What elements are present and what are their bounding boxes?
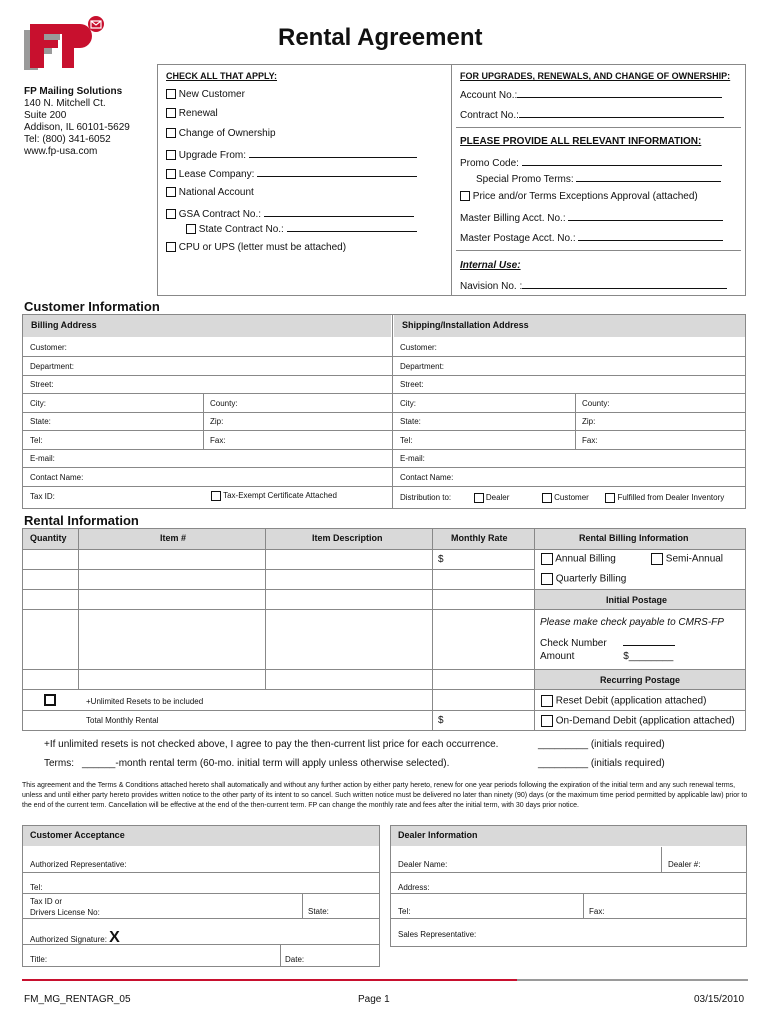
reset-debit-label: Reset Debit (application attached) bbox=[555, 695, 707, 707]
shipping-zip-label: Zip: bbox=[582, 417, 596, 426]
company-logo bbox=[22, 14, 112, 74]
renewal-option[interactable] bbox=[166, 108, 218, 119]
company-address bbox=[24, 86, 130, 158]
acceptance-state-label: State: bbox=[308, 907, 329, 916]
recurring-postage-header: Recurring Postage bbox=[600, 675, 681, 685]
acceptance-date-label: Date: bbox=[285, 955, 305, 964]
dealer-info-header bbox=[391, 826, 746, 846]
upgrade-from-checkbox[interactable] bbox=[166, 150, 176, 160]
on-demand-label: On-Demand Debit (application attached) bbox=[555, 715, 735, 727]
fulfilled-label: Fulfilled from Dealer Inventory bbox=[617, 493, 725, 503]
navision-label: Navision No. : bbox=[460, 281, 523, 292]
master-postage-label: Master Postage Acct. No.: bbox=[460, 233, 576, 244]
lease-company-label: Lease Company: bbox=[178, 169, 255, 180]
amount-field[interactable]: $________ bbox=[623, 651, 674, 662]
promo-code-row bbox=[460, 156, 722, 169]
rate-dollar: $ bbox=[438, 554, 444, 565]
company-address2: Suite 200 bbox=[24, 110, 67, 121]
shipping-tel-field[interactable] bbox=[400, 436, 412, 445]
internal-use-label: Internal Use: bbox=[460, 260, 521, 271]
auth-signature-field[interactable] bbox=[30, 929, 120, 947]
check-number-field[interactable] bbox=[623, 636, 675, 646]
new-customer-label: New Customer bbox=[178, 89, 245, 100]
reset-debit-checkbox[interactable] bbox=[541, 695, 553, 707]
cpu-ups-option[interactable] bbox=[166, 242, 346, 253]
initials-required-2[interactable]: _________ (initials required) bbox=[538, 758, 665, 769]
billing-state-label: State: bbox=[30, 417, 51, 426]
col-monthly-rate: Monthly Rate bbox=[451, 533, 508, 543]
footer-form-code: FM_MG_RENTAGR_05 bbox=[24, 994, 131, 1005]
semi-annual-label: Semi-Annual bbox=[665, 553, 724, 565]
shipping-zip-field[interactable] bbox=[582, 417, 595, 426]
dealer-name-label: Dealer Name: bbox=[398, 860, 448, 869]
auth-rep-field[interactable] bbox=[30, 860, 127, 869]
billing-zip-field[interactable] bbox=[210, 417, 223, 426]
billing-email-field[interactable] bbox=[30, 454, 55, 463]
shipping-tel-label: Tel: bbox=[400, 436, 413, 445]
shipping-email-field[interactable] bbox=[400, 454, 425, 463]
footer-page-number: Page 1 bbox=[358, 994, 390, 1005]
national-account-checkbox[interactable] bbox=[166, 187, 176, 197]
tax-id-field[interactable] bbox=[30, 896, 100, 918]
shipping-department-field[interactable] bbox=[400, 362, 444, 371]
billing-customer-field[interactable] bbox=[30, 343, 67, 352]
billing-city-label: City: bbox=[30, 399, 46, 408]
renewal-label: Renewal bbox=[178, 108, 218, 119]
shipping-address-label: Shipping/Installation Address bbox=[402, 320, 529, 330]
gsa-contract-label: GSA Contract No.: bbox=[178, 209, 262, 220]
billing-tel-label: Tel: bbox=[30, 436, 43, 445]
footer-date: 03/15/2010 bbox=[694, 994, 745, 1005]
dealer-checkbox[interactable] bbox=[474, 493, 484, 503]
billing-street-field[interactable] bbox=[30, 380, 54, 389]
dealer-fax-field[interactable] bbox=[589, 907, 605, 916]
billing-contact-label: Contact Name: bbox=[30, 473, 84, 482]
fp-logo-icon bbox=[22, 14, 112, 74]
customer-checkbox[interactable] bbox=[542, 493, 552, 503]
billing-email-label: E-mail: bbox=[30, 454, 55, 463]
billing-state-field[interactable] bbox=[30, 417, 51, 426]
billing-zip-label: Zip: bbox=[210, 417, 224, 426]
shipping-address-header bbox=[394, 315, 745, 337]
shipping-contact-label: Contact Name: bbox=[400, 473, 454, 482]
dealer-info-label: Dealer Information bbox=[398, 830, 478, 840]
dealer-number-label: Dealer #: bbox=[668, 860, 701, 869]
shipping-state-label: State: bbox=[400, 417, 421, 426]
change-ownership-checkbox[interactable] bbox=[166, 128, 176, 138]
special-promo-label: Special Promo Terms: bbox=[476, 174, 574, 185]
shipping-street-label: Street: bbox=[400, 380, 424, 389]
total-monthly-label: Total Monthly Rental bbox=[86, 716, 159, 725]
sales-rep-field[interactable] bbox=[398, 930, 476, 939]
dealer-number-field[interactable] bbox=[668, 860, 700, 869]
dealer-tel-field[interactable] bbox=[398, 907, 410, 916]
amount-label: Amount bbox=[540, 651, 575, 662]
on-demand-option[interactable] bbox=[541, 715, 735, 727]
annual-billing-label: Annual Billing bbox=[555, 553, 616, 565]
shipping-city-label: City: bbox=[400, 399, 416, 408]
shipping-customer-field[interactable] bbox=[400, 343, 437, 352]
gsa-contract-field[interactable] bbox=[264, 207, 414, 217]
billing-address-header bbox=[23, 315, 391, 337]
upgrades-header: FOR UPGRADES, RENEWALS, AND CHANGE OF OWNERSHIP: bbox=[460, 71, 731, 81]
dealer-tel-label: Tel: bbox=[398, 907, 411, 916]
dealer-address-field[interactable] bbox=[398, 883, 430, 892]
annual-billing-option[interactable] bbox=[541, 553, 616, 565]
rental-info-heading: Rental Information bbox=[24, 513, 139, 528]
master-billing-row bbox=[460, 211, 723, 224]
lease-company-field[interactable] bbox=[257, 167, 417, 177]
total-dollar: $ bbox=[438, 715, 444, 726]
shipping-email-label: E-mail: bbox=[400, 454, 425, 463]
promo-code-field[interactable] bbox=[522, 156, 722, 166]
lease-company-checkbox[interactable] bbox=[166, 169, 176, 179]
upgrade-from-label: Upgrade From: bbox=[178, 150, 247, 161]
master-billing-field[interactable] bbox=[568, 211, 723, 221]
quarterly-billing-label: Quarterly Billing bbox=[555, 573, 627, 585]
terms-label: Terms: bbox=[44, 758, 74, 769]
gsa-contract-option[interactable] bbox=[166, 207, 414, 220]
cpu-ups-checkbox[interactable] bbox=[166, 242, 176, 252]
check-all-header: CHECK ALL THAT APPLY: bbox=[166, 71, 278, 81]
reset-debit-option[interactable] bbox=[541, 695, 706, 707]
billing-fax-label: Fax: bbox=[210, 436, 226, 445]
auth-signature-label: Authorized Signature: bbox=[30, 935, 107, 944]
company-tel: Tel: (800) 341-6052 bbox=[24, 134, 111, 145]
billing-fax-field[interactable] bbox=[210, 436, 226, 445]
state-contract-checkbox[interactable] bbox=[186, 224, 196, 234]
account-no-field[interactable] bbox=[517, 88, 722, 98]
price-exceptions-checkbox[interactable] bbox=[460, 191, 470, 201]
semi-annual-option[interactable] bbox=[651, 553, 723, 565]
billing-tax-id-field[interactable] bbox=[30, 492, 55, 501]
state-contract-field[interactable] bbox=[287, 222, 417, 232]
change-ownership-option[interactable] bbox=[166, 128, 276, 139]
new-customer-option[interactable] bbox=[166, 89, 245, 100]
distribution-label: Distribution to: bbox=[400, 493, 452, 503]
tax-exempt-label: Tax-Exempt Certificate Attached bbox=[223, 491, 337, 501]
acceptance-tel-field[interactable] bbox=[30, 883, 42, 892]
terms-text: ______-month rental term (60-mo. initial term will apply unless otherwise selected). bbox=[82, 758, 450, 769]
national-account-label: National Account bbox=[178, 187, 254, 198]
lease-company-option[interactable] bbox=[166, 167, 417, 180]
master-postage-field[interactable] bbox=[578, 231, 723, 241]
page-title: Rental Agreement bbox=[278, 24, 483, 51]
dealer-fax-label: Fax: bbox=[589, 907, 605, 916]
shipping-state-field[interactable] bbox=[400, 417, 421, 426]
acceptance-title-label: Title: bbox=[30, 955, 48, 964]
shipping-contact-field[interactable] bbox=[400, 473, 453, 482]
billing-department-field[interactable] bbox=[30, 362, 74, 371]
terms-paragraph: This agreement and the Terms & Conditions attached hereto shall automatically and without any further action by either party hereto, renew for one year periods following the expiration of the initial term and any such renewal terms, unless and until either party hereto provides written notice to the other party of its intent to so cancel. Such written notice must be delivered no later than ninety (90) days (or the maximum time period permitted by applicable law) prior to the end of the current term. Cancellation will be effective at the end of the then-current term. FP can change the monthly rate and fees after the initial term, with 30 days prior notice. bbox=[22, 782, 748, 809]
cpu-ups-label: CPU or UPS (letter must be attached) bbox=[178, 242, 347, 253]
billing-tax-id-label: Tax ID: bbox=[30, 492, 55, 501]
initial-postage-header: Initial Postage bbox=[606, 595, 668, 605]
company-web: www.fp-usa.com bbox=[24, 146, 98, 157]
billing-street-label: Street: bbox=[30, 380, 54, 389]
unlimited-resets-checkbox-cell[interactable] bbox=[44, 694, 56, 706]
acceptance-state-field[interactable] bbox=[308, 907, 329, 916]
shipping-fax-label: Fax: bbox=[582, 436, 598, 445]
shipping-department-label: Department: bbox=[400, 362, 445, 371]
unlimited-resets-checkbox[interactable] bbox=[44, 694, 56, 706]
customer-label: Customer bbox=[554, 493, 589, 503]
billing-contact-field[interactable] bbox=[30, 473, 83, 482]
acceptance-title-field[interactable] bbox=[30, 955, 47, 964]
tax-exempt-checkbox[interactable] bbox=[211, 491, 221, 501]
special-promo-row bbox=[476, 172, 721, 185]
shipping-county-field[interactable] bbox=[582, 399, 610, 408]
customer-acceptance-label: Customer Acceptance bbox=[30, 830, 125, 840]
acceptance-date-field[interactable] bbox=[285, 955, 304, 964]
shipping-fax-field[interactable] bbox=[582, 436, 598, 445]
contract-no-field[interactable] bbox=[519, 108, 724, 118]
check-payable-note: Please make check payable to CMRS-FP bbox=[540, 617, 724, 628]
shipping-county-label: County: bbox=[582, 399, 610, 408]
special-promo-field[interactable] bbox=[576, 172, 721, 182]
price-exceptions-label: Price and/or Terms Exceptions Approval (attached) bbox=[472, 191, 698, 202]
amount-row bbox=[540, 651, 673, 662]
account-no-row bbox=[460, 88, 722, 101]
new-customer-checkbox[interactable] bbox=[166, 89, 176, 99]
quarterly-billing-option[interactable] bbox=[541, 573, 626, 585]
navision-row bbox=[460, 279, 727, 292]
company-name: FP Mailing Solutions bbox=[24, 86, 123, 97]
drivers-license-label: Drivers License No: bbox=[30, 908, 100, 917]
contract-no-label: Contract No.: bbox=[460, 110, 519, 121]
upgrade-from-field[interactable] bbox=[249, 148, 417, 158]
initials-required-1[interactable]: _________ (initials required) bbox=[538, 739, 665, 750]
shipping-customer-label: Customer: bbox=[400, 343, 437, 352]
acceptance-tel-label: Tel: bbox=[30, 883, 43, 892]
shipping-street-field[interactable] bbox=[400, 380, 424, 389]
unlimited-resets-label: +Unlimited Resets to be included bbox=[86, 697, 204, 706]
tax-exempt-option[interactable] bbox=[211, 491, 337, 501]
info-header: PLEASE PROVIDE ALL RELEVANT INFORMATION: bbox=[460, 136, 702, 147]
tax-id-label: Tax ID or bbox=[30, 897, 63, 906]
shipping-city-field[interactable] bbox=[400, 399, 416, 408]
customer-acceptance-header bbox=[23, 826, 379, 846]
dealer-name-field[interactable] bbox=[398, 860, 447, 869]
contract-no-row bbox=[460, 108, 724, 121]
state-contract-label: State Contract No.: bbox=[198, 224, 284, 235]
company-address1: 140 N. Mitchell Ct. bbox=[24, 98, 106, 109]
master-billing-label: Master Billing Acct. No.: bbox=[460, 213, 566, 224]
dealer-label: Dealer bbox=[485, 493, 510, 503]
col-quantity: Quantity bbox=[30, 533, 67, 543]
col-description: Item Description bbox=[312, 533, 383, 543]
billing-county-field[interactable] bbox=[210, 399, 238, 408]
signature-x: X bbox=[109, 929, 120, 946]
check-number-label: Check Number bbox=[540, 638, 607, 649]
company-city: Addison, IL 60101-5629 bbox=[24, 122, 130, 133]
master-postage-row bbox=[460, 231, 723, 244]
distribution-row bbox=[400, 493, 745, 503]
footer-divider-red bbox=[22, 979, 517, 981]
sales-rep-label: Sales Representative: bbox=[398, 930, 477, 939]
quarterly-billing-checkbox[interactable] bbox=[541, 573, 553, 585]
change-ownership-label: Change of Ownership bbox=[178, 128, 276, 139]
annual-billing-checkbox[interactable] bbox=[541, 553, 553, 565]
promo-code-label: Promo Code: bbox=[460, 158, 519, 169]
dealer-address-label: Address: bbox=[398, 883, 430, 892]
navision-field[interactable] bbox=[522, 279, 727, 289]
col-billing-info: Rental Billing Information bbox=[579, 533, 689, 543]
customer-info-heading: Customer Information bbox=[24, 299, 160, 314]
auth-rep-label: Authorized Representative: bbox=[30, 860, 127, 869]
billing-city-field[interactable] bbox=[30, 399, 46, 408]
state-contract-option[interactable] bbox=[186, 222, 417, 235]
on-demand-checkbox[interactable] bbox=[541, 715, 553, 727]
col-item: Item # bbox=[160, 533, 187, 543]
billing-customer-label: Customer: bbox=[30, 343, 67, 352]
national-account-option[interactable] bbox=[166, 187, 254, 198]
renewal-checkbox[interactable] bbox=[166, 108, 176, 118]
billing-county-label: County: bbox=[210, 399, 238, 408]
account-no-label: Account No.: bbox=[460, 90, 518, 101]
upgrade-from-option[interactable] bbox=[166, 148, 417, 161]
unlimited-note: +If unlimited resets is not checked above, I agree to pay the then-current list price for each occurrence. bbox=[44, 739, 499, 750]
price-exceptions-option[interactable] bbox=[460, 191, 698, 202]
semi-annual-checkbox[interactable] bbox=[651, 553, 663, 565]
billing-department-label: Department: bbox=[30, 362, 75, 371]
fulfilled-checkbox[interactable] bbox=[605, 493, 615, 503]
gsa-contract-checkbox[interactable] bbox=[166, 209, 176, 219]
billing-tel-field[interactable] bbox=[30, 436, 42, 445]
billing-address-label: Billing Address bbox=[31, 320, 97, 330]
check-number-row bbox=[540, 636, 675, 649]
